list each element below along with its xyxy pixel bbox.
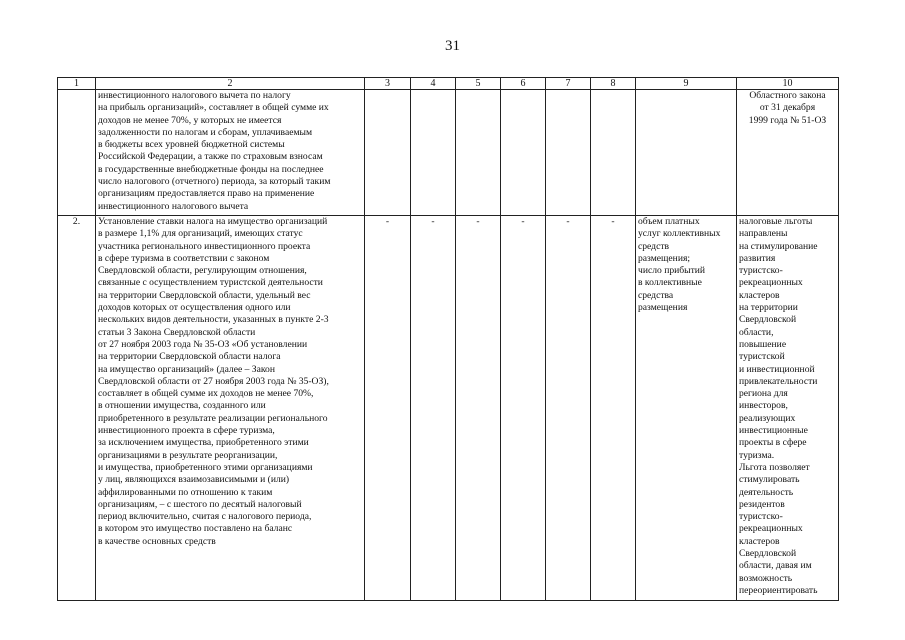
text-line: в качестве основных средств (98, 535, 216, 547)
text-line: приобретенного в результате реализации регионального (98, 412, 328, 424)
text-line: и инвестиционной (739, 363, 815, 375)
cell-col7 (546, 90, 591, 216)
text-line: рекреационных (739, 277, 803, 289)
cell-col3 (365, 90, 411, 216)
text-line: налоговые льготы (739, 216, 813, 227)
benefits-table (57, 77, 839, 601)
text-line: инвестиционного налогового вычета (98, 200, 249, 212)
indicators-cell (636, 216, 737, 601)
text-line: области, давая им (739, 560, 812, 572)
text-line: возможность (739, 572, 793, 584)
cell-col4: - (411, 216, 456, 601)
text-line: в коллективные (638, 277, 702, 289)
text-line: стимулировать (739, 474, 800, 486)
text-line: реализующих (739, 412, 796, 424)
text-line: в размере 1,1% для организаций, имеющих статус (98, 228, 303, 240)
text-line: туризма. (739, 449, 775, 461)
text-line: туристско- (739, 511, 783, 523)
text-line: резидентов (739, 498, 785, 510)
cell-col4 (411, 90, 456, 216)
column-header: 5 (456, 78, 501, 90)
text-line: организациям, – с шестого по десятый налоговый (98, 498, 302, 510)
cell-col5 (456, 90, 501, 216)
text-line: составляет в общей сумме их доходов не менее 70%, (98, 388, 314, 400)
text-line: в бюджеты всех уровней бюджетной системы (98, 139, 285, 151)
cell-col8: - (591, 216, 636, 601)
column-header: 2 (96, 78, 365, 90)
cell-col6 (501, 90, 546, 216)
column-header: 10 (737, 78, 839, 90)
text-line: инвесторов, (739, 400, 788, 412)
cell-col6: - (501, 216, 546, 601)
text-line: Областного закона (749, 90, 826, 101)
text-line: в отношении имущества, созданного или (98, 400, 266, 412)
text-line: области, (739, 326, 774, 338)
row-number: 2. (58, 216, 96, 601)
text-line: на территории (739, 302, 798, 314)
table-header-row (58, 78, 839, 90)
column-header: 1 (58, 78, 96, 90)
text-line: задолженности по налогам и сборам, уплачиваемым (98, 126, 313, 138)
indicators-cell (636, 90, 737, 216)
column-header: 4 (411, 78, 456, 90)
text-line: Свердловской области, регулирующим отношения, (98, 265, 307, 277)
text-line: проекты в сфере (739, 437, 807, 449)
cell-col3: - (365, 216, 411, 601)
text-line: доходов не менее 70%, у которых не имеется (98, 114, 282, 126)
text-line: кластеров (739, 289, 780, 301)
text-line: участника регионального инвестиционного проекта (98, 240, 311, 252)
rationale-cell (737, 216, 839, 601)
text-line: инвестиционного проекта в сфере туризма, (98, 425, 275, 437)
text-line: связанные с осуществлением туристской деятельности (98, 277, 323, 289)
text-line: Установление ставки налога на имущество организаций (98, 216, 328, 227)
text-line: Свердловской (739, 548, 797, 560)
column-header: 9 (636, 78, 737, 90)
text-line: на прибыль организаций», составляет в общей сумме их (98, 102, 329, 114)
text-line: деятельность (739, 486, 794, 498)
text-line: в государственные внебюджетные фонды на последнее (98, 163, 324, 175)
column-header: 6 (501, 78, 546, 90)
column-header: 8 (591, 78, 636, 90)
text-line: размещения (638, 302, 688, 314)
text-line: и имущества, приобретенного этими организациями (98, 461, 313, 473)
text-line: инвестиционного налогового вычета по налогу (98, 90, 291, 101)
page-number: 31 (445, 38, 460, 54)
text-line: туристской (739, 351, 785, 363)
text-line: средств (638, 240, 670, 252)
text-line: аффилированными по отношению к таким (98, 486, 273, 498)
text-line: туристско- (739, 265, 783, 277)
text-line: 1999 года № 51-ОЗ (748, 114, 827, 126)
cell-col5: - (456, 216, 501, 601)
text-line: средства (638, 289, 674, 301)
text-line: объем платных (638, 216, 700, 227)
text-line: у лиц, являющихся взаимозависимыми и (или) (98, 474, 290, 486)
text-line: инвестиционные (739, 425, 808, 437)
rationale-cell (737, 90, 839, 216)
benefit-description (96, 216, 365, 601)
column-header: 7 (546, 78, 591, 90)
text-line: доходов которых от осуществления одного или (98, 302, 291, 314)
column-header: 3 (365, 78, 411, 90)
text-line: нескольких видов деятельности, указанных в пункте 2-3 (98, 314, 329, 326)
text-line: кластеров (739, 535, 780, 547)
text-line: от 27 ноября 2003 года № 35-ОЗ «Об установлении (98, 338, 308, 350)
text-line: Российской Федерации, а также по страховым взносам (98, 151, 323, 163)
benefit-description (96, 90, 365, 216)
cell-col7: - (546, 216, 591, 601)
text-line: размещения; (638, 252, 691, 264)
text-line: период включительно, считая с налогового периода, (98, 511, 312, 523)
text-line: на территории Свердловской области, удельный вес (98, 289, 311, 301)
text-line: развития (739, 252, 776, 264)
text-line: на имущество организаций» (далее – Закон (98, 363, 275, 375)
text-line: региона для (739, 388, 788, 400)
text-line: направлены (739, 228, 788, 240)
text-line: повышение (739, 338, 787, 350)
row-number (58, 90, 96, 216)
text-line: на территории Свердловской области налога (98, 351, 281, 363)
text-line: организациям предоставляется право на применение (98, 188, 315, 200)
text-line: Льгота позволяет (739, 461, 810, 473)
text-line: число прибытий (638, 265, 706, 277)
text-line: переориентировать (739, 584, 818, 596)
text-line: на стимулирование (739, 240, 818, 252)
cell-col8 (591, 90, 636, 216)
table-row (58, 216, 839, 601)
text-line: за исключением имущества, приобретенного этими (98, 437, 309, 449)
text-line: Свердловской области от 27 ноября 2003 года № 35-ОЗ), (98, 375, 329, 387)
text-line: в сфере туризма в соответствии с законом (98, 252, 270, 264)
text-line: Свердловской (739, 314, 797, 326)
text-line: привлекательности (739, 375, 818, 387)
text-line: от 31 декабря (759, 102, 816, 114)
table-row (58, 90, 839, 216)
text-line: рекреационных (739, 523, 803, 535)
text-line: организациями в результате реорганизации, (98, 449, 278, 461)
text-line: число налогового (отчетного) периода, за который таким (98, 176, 331, 188)
text-line: в котором это имущество поставлено на баланс (98, 523, 293, 535)
text-line: услуг коллективных (638, 228, 721, 240)
text-line: статьи 3 Закона Свердловской области (98, 326, 256, 338)
